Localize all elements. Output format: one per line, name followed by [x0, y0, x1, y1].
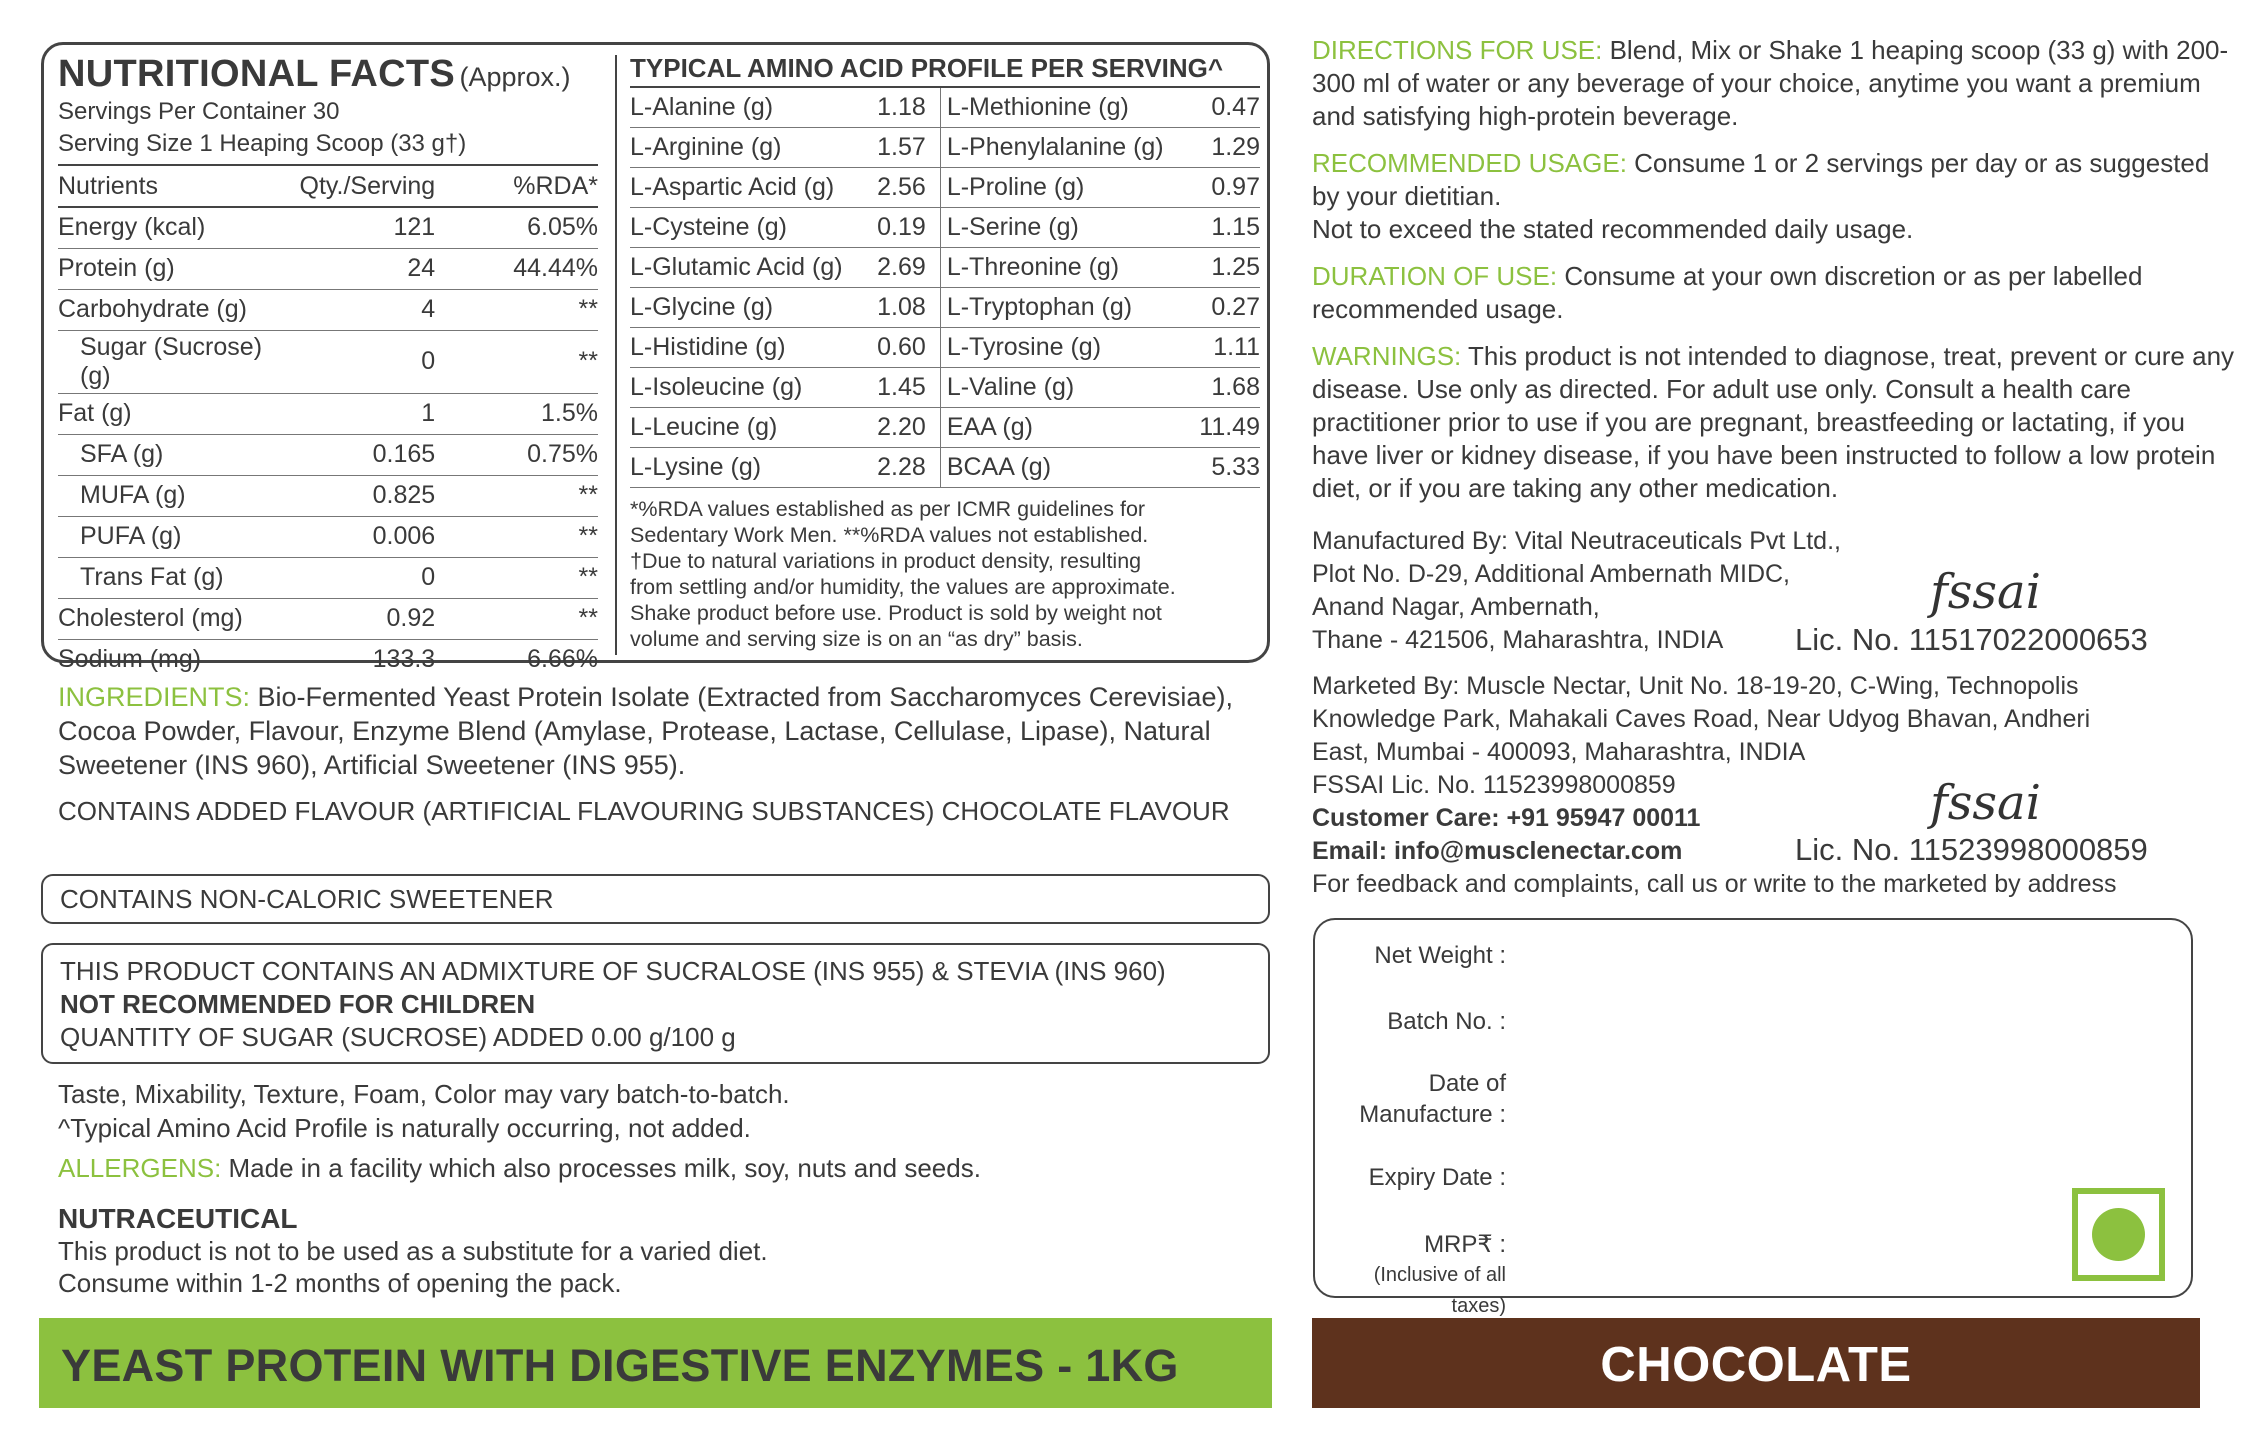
- fssai-logo-icon: fssai: [1930, 564, 2041, 620]
- nutrient-qty: 133.3: [372, 645, 436, 674]
- warnings-label: WARNINGS:: [1312, 341, 1462, 371]
- contains-flavour: CONTAINS ADDED FLAVOUR (ARTIFICIAL FLAVOURING SUBSTANCES) CHOCOLATE FLAVOUR: [58, 796, 1230, 826]
- nutrient-qty: 0.825: [300, 475, 514, 516]
- amino-name: L-Phenylalanine (g): [940, 127, 1191, 167]
- nutrient-qty: 4: [300, 289, 514, 330]
- amino-row: [630, 447, 1260, 487]
- nutrient-rda: 6.66%: [527, 645, 598, 674]
- marketer-line: FSSAI Lic. No. 11523998000859: [1312, 771, 1676, 799]
- serving-size: Serving Size 1 Heaping Scoop (33 g†): [58, 130, 467, 157]
- amino-name: L-Proline (g): [940, 167, 1191, 207]
- directions-text: Blend, Mix or Shake 1 heaping scoop (33 g) with 200-300 ml of water or any beverage of your choice, anytime you want a premium and satisfying high-protein beverage.: [1312, 35, 2229, 131]
- nutraceutical-heading: NUTRACEUTICAL: [58, 1203, 298, 1234]
- nutrient-qty: 121: [300, 207, 514, 248]
- amino-name: BCAA (g): [940, 447, 1191, 487]
- batch-no-label: Batch No. :: [1387, 1008, 1506, 1035]
- batch-info-box: [1313, 918, 2193, 1317]
- directions-label: DIRECTIONS FOR USE:: [1312, 35, 1603, 65]
- nutrient-rda: **: [513, 598, 598, 639]
- ingredients-label: INGREDIENTS:: [58, 682, 251, 712]
- nutrient-rda: 0.75%: [513, 434, 598, 475]
- nutrition-row: [58, 434, 598, 475]
- marketer-license: Lic. No. 11523998000859: [1795, 832, 2148, 867]
- nutrient-rda: **: [513, 330, 598, 393]
- nutrition-panel: [41, 42, 1270, 674]
- amino-name: L-Alanine (g): [630, 87, 869, 127]
- amino-name: L-Cysteine (g): [630, 207, 869, 247]
- amino-value: 1.29: [1192, 127, 1260, 167]
- amino-value: 2.28: [869, 447, 940, 487]
- nutrition-table: [58, 164, 598, 680]
- nutrition-row: [58, 248, 598, 289]
- amino-value: 1.11: [1192, 327, 1260, 367]
- amino-row: [630, 207, 1260, 247]
- header-nutrients: Nutrients: [58, 165, 300, 207]
- date-of-manufacture-label: [1359, 1068, 1506, 1130]
- nutrient-name: Energy (kcal): [58, 207, 300, 248]
- amino-value: 1.45: [869, 367, 940, 407]
- nutrition-approx: (Approx.): [459, 62, 571, 92]
- panel-divider: [615, 55, 617, 655]
- servings-per-container: Servings Per Container 30: [58, 98, 340, 125]
- feedback-note: For feedback and complaints, call us or write to the marketed by address: [1312, 870, 2117, 898]
- nutrient-qty: 24: [300, 248, 514, 289]
- product-name-bar: YEAST PROTEIN WITH DIGESTIVE ENZYMES - 1KG: [39, 1318, 1272, 1408]
- admixture-box: [41, 943, 1270, 1064]
- sugar-quantity: QUANTITY OF SUGAR (SUCROSE) ADDED 0.00 g/100 g: [60, 1022, 736, 1052]
- amino-value: 2.69: [869, 247, 940, 287]
- nutrient-qty: 0.165: [300, 434, 514, 475]
- sweetener-box: CONTAINS NON-CALORIC SWEETENER: [41, 874, 1270, 924]
- nutrient-name: MUFA (g): [58, 475, 300, 516]
- amino-name: L-Arginine (g): [630, 127, 869, 167]
- recommended-text-2: Not to exceed the stated recommended daily usage.: [1312, 214, 1914, 244]
- manufacturer-line: Anand Nagar, Ambernath,: [1312, 593, 1600, 621]
- amino-row: [630, 367, 1260, 407]
- nutrition-row: [58, 639, 598, 680]
- amino-value: 1.25: [1192, 247, 1260, 287]
- amino-row: [630, 287, 1260, 327]
- amino-title: TYPICAL AMINO ACID PROFILE PER SERVING^: [630, 53, 1224, 83]
- amino-name: L-Aspartic Acid (g): [630, 167, 869, 207]
- nutrient-qty: 0: [300, 330, 514, 393]
- amino-name: L-Leucine (g): [630, 407, 869, 447]
- amino-name: L-Serine (g): [940, 207, 1191, 247]
- amino-name: L-Lysine (g): [630, 447, 869, 487]
- directions: [1312, 34, 2242, 133]
- duration-text: Consume at your own discretion or as per labelled recommended usage.: [1312, 261, 2143, 324]
- nutrition-row: [58, 475, 598, 516]
- nutrition-facts: [58, 53, 598, 680]
- amino-table: [630, 86, 1260, 488]
- nutrient-qty: 0.006: [300, 516, 514, 557]
- flavour-bar: CHOCOLATE: [1312, 1318, 2200, 1408]
- nutrition-row: [58, 330, 598, 393]
- nutrition-row: [58, 516, 598, 557]
- nutrient-name: Cholesterol (mg): [58, 598, 300, 639]
- date-line: Date of: [1428, 1070, 1506, 1097]
- footnote-line: Sedentary Work Men. **%RDA values not established.: [630, 522, 1149, 547]
- nutrition-row: [58, 289, 598, 330]
- header-qty: Qty./Serving: [300, 165, 514, 207]
- amino-row: [630, 167, 1260, 207]
- nutrient-name: Fat (g): [58, 393, 300, 434]
- nutrition-row: [58, 393, 598, 434]
- amino-value: 2.56: [869, 167, 940, 207]
- duration-of-use: [1312, 260, 2242, 326]
- amino-name: L-Isoleucine (g): [630, 367, 869, 407]
- nutrient-qty: 0: [300, 557, 514, 598]
- nutraceutical-line: This product is not to be used as a substitute for a varied diet.: [58, 1236, 768, 1266]
- amino-value: 2.20: [869, 407, 940, 447]
- amino-profile: [630, 53, 1260, 652]
- marketer-line: Marketed By: Muscle Nectar, Unit No. 18-19-20, C-Wing, Technopolis: [1312, 672, 2079, 700]
- nutrient-name: Carbohydrate (g): [58, 289, 300, 330]
- amino-row: [630, 247, 1260, 287]
- amino-name: L-Methionine (g): [940, 87, 1191, 127]
- amino-value: 11.49: [1192, 407, 1260, 447]
- allergens-label: ALLERGENS:: [58, 1153, 222, 1183]
- usage-info: [1312, 34, 2242, 519]
- amino-name: L-Threonine (g): [940, 247, 1191, 287]
- amino-row: [630, 87, 1260, 127]
- nutraceutical-line: Consume within 1-2 months of opening the pack.: [58, 1268, 622, 1298]
- amino-footnotes: [630, 496, 1260, 652]
- mrp-note: (Inclusive of all taxes): [1373, 1264, 1506, 1317]
- net-weight-label: Net Weight :: [1374, 942, 1506, 969]
- nutrient-rda: **: [513, 557, 598, 598]
- amino-name: L-Glutamic Acid (g): [630, 247, 869, 287]
- footnote-line: †Due to natural variations in product density, resulting: [630, 548, 1142, 573]
- nutrition-title: NUTRITIONAL FACTS: [58, 53, 456, 95]
- fssai-logo-icon: fssai: [1930, 775, 2041, 831]
- amino-row: [630, 327, 1260, 367]
- amino-value: 1.68: [1192, 367, 1260, 407]
- manufacturer-license: Lic. No. 11517022000653: [1795, 622, 2148, 657]
- footnote-line: from settling and/or humidity, the values are approximate.: [630, 574, 1176, 599]
- date-line: Manufacture :: [1359, 1101, 1506, 1128]
- nutrition-row: [58, 557, 598, 598]
- nutrient-qty: 1: [300, 393, 514, 434]
- warnings-text: This product is not intended to diagnose, treat, prevent or cure any disease. Use only as directed. For adult use only. Consult a health care practitioner prior to use if you are pregnant, breastfeeding or lactating, if you have liver or kidney disease, if you have been instructed to follow a low protein diet, or if you are taking any other medication.: [1312, 341, 2235, 503]
- manufacturer-line: Manufactured By: Vital Neutraceuticals Pvt Ltd.,: [1312, 527, 1841, 555]
- warnings: [1312, 340, 2242, 505]
- allergens: [58, 1151, 1268, 1185]
- amino-row: [630, 127, 1260, 167]
- marketer-line: Knowledge Park, Mahakali Caves Road, Near Udyog Bhavan, Andheri: [1312, 705, 2091, 733]
- recommended-label: RECOMMENDED USAGE:: [1312, 148, 1627, 178]
- nutrient-name: Protein (g): [58, 248, 300, 289]
- nutrient-name: Sodium (mg): [58, 645, 202, 674]
- amino-name: EAA (g): [940, 407, 1191, 447]
- nutraceutical-section: [58, 1203, 1268, 1299]
- footnote-line: *%RDA values established as per ICMR guidelines for: [630, 496, 1146, 521]
- nutrition-row: [58, 207, 598, 248]
- expiry-date-label: Expiry Date :: [1368, 1164, 1506, 1191]
- footnote-line: volume and serving size is on an “as dry” basis.: [630, 626, 1083, 651]
- not-for-children: NOT RECOMMENDED FOR CHILDREN: [60, 989, 536, 1019]
- nutrient-qty: 0.92: [300, 598, 514, 639]
- amino-value: 1.57: [869, 127, 940, 167]
- nutrient-rda: **: [513, 475, 598, 516]
- admixture-line: THIS PRODUCT CONTAINS AN ADMIXTURE OF SUCRALOSE (INS 955) & STEVIA (INS 960): [60, 956, 1166, 986]
- manufacturer-line: Plot No. D-29, Additional Ambernath MIDC,: [1312, 560, 1791, 588]
- mrp-label: MRP₹ :: [1424, 1231, 1506, 1258]
- amino-name: L-Tryptophan (g): [940, 287, 1191, 327]
- amino-name: L-Valine (g): [940, 367, 1191, 407]
- amino-name: L-Histidine (g): [630, 327, 869, 367]
- recommended-usage: [1312, 147, 2242, 246]
- amino-value: 1.15: [1192, 207, 1260, 247]
- amino-value: 0.47: [1192, 87, 1260, 127]
- nutrient-rda: 44.44%: [513, 248, 598, 289]
- amino-row: [630, 407, 1260, 447]
- nutrient-rda: 1.5%: [513, 393, 598, 434]
- nutrient-rda: 6.05%: [513, 207, 598, 248]
- amino-value: 0.19: [869, 207, 940, 247]
- amino-name: L-Glycine (g): [630, 287, 869, 327]
- nutrient-name: Sugar (Sucrose) (g): [58, 330, 300, 393]
- amino-value: 0.97: [1192, 167, 1260, 207]
- amino-note: ^Typical Amino Acid Profile is naturally occurring, not added.: [58, 1113, 751, 1143]
- recommended-text: Consume 1 or 2 servings per day or as suggested by your dietitian.: [1312, 148, 2210, 211]
- misc-notes: [58, 1077, 1268, 1185]
- footnote-line: Shake product before use. Product is sold by weight not: [630, 600, 1162, 625]
- amino-value: 1.18: [869, 87, 940, 127]
- nutrient-name: Trans Fat (g): [58, 557, 300, 598]
- ingredients-text: Bio-Fermented Yeast Protein Isolate (Extracted from Saccharomyces Cerevisiae), Cocoa Powder, Flavour, Enzyme Blend (Amylase, Protease, Lactase, Cellulase, Lipase), Natural Sweetener (INS 960), Artificial Sweetener (INS 955).: [58, 682, 1233, 780]
- nutrient-rda: **: [513, 516, 598, 557]
- contact-email: Email: info@musclenectar.com: [1312, 837, 1683, 865]
- nutrient-name: SFA (g): [58, 434, 300, 475]
- nutrient-rda: **: [513, 289, 598, 330]
- amino-value: 0.27: [1192, 287, 1260, 327]
- ingredients: [58, 680, 1268, 782]
- nutrient-name: PUFA (g): [58, 516, 300, 557]
- customer-care: Customer Care: +91 95947 00011: [1312, 804, 1701, 832]
- amino-name: L-Tyrosine (g): [940, 327, 1191, 367]
- batch-variance-note: Taste, Mixability, Texture, Foam, Color may vary batch-to-batch.: [58, 1079, 790, 1109]
- allergens-text: Made in a facility which also processes milk, soy, nuts and seeds.: [221, 1153, 981, 1183]
- nutrition-row: [58, 598, 598, 639]
- amino-value: 5.33: [1192, 447, 1260, 487]
- veg-symbol-icon: [2072, 1188, 2165, 1281]
- manufacturer-line: Thane - 421506, Maharashtra, INDIA: [1312, 626, 1724, 654]
- amino-value: 1.08: [869, 287, 940, 327]
- marketer-line: East, Mumbai - 400093, Maharashtra, INDIA: [1312, 738, 1806, 766]
- veg-dot-icon: [2092, 1208, 2145, 1261]
- header-rda: %RDA*: [513, 165, 598, 207]
- amino-value: 0.60: [869, 327, 940, 367]
- duration-label: DURATION OF USE:: [1312, 261, 1558, 291]
